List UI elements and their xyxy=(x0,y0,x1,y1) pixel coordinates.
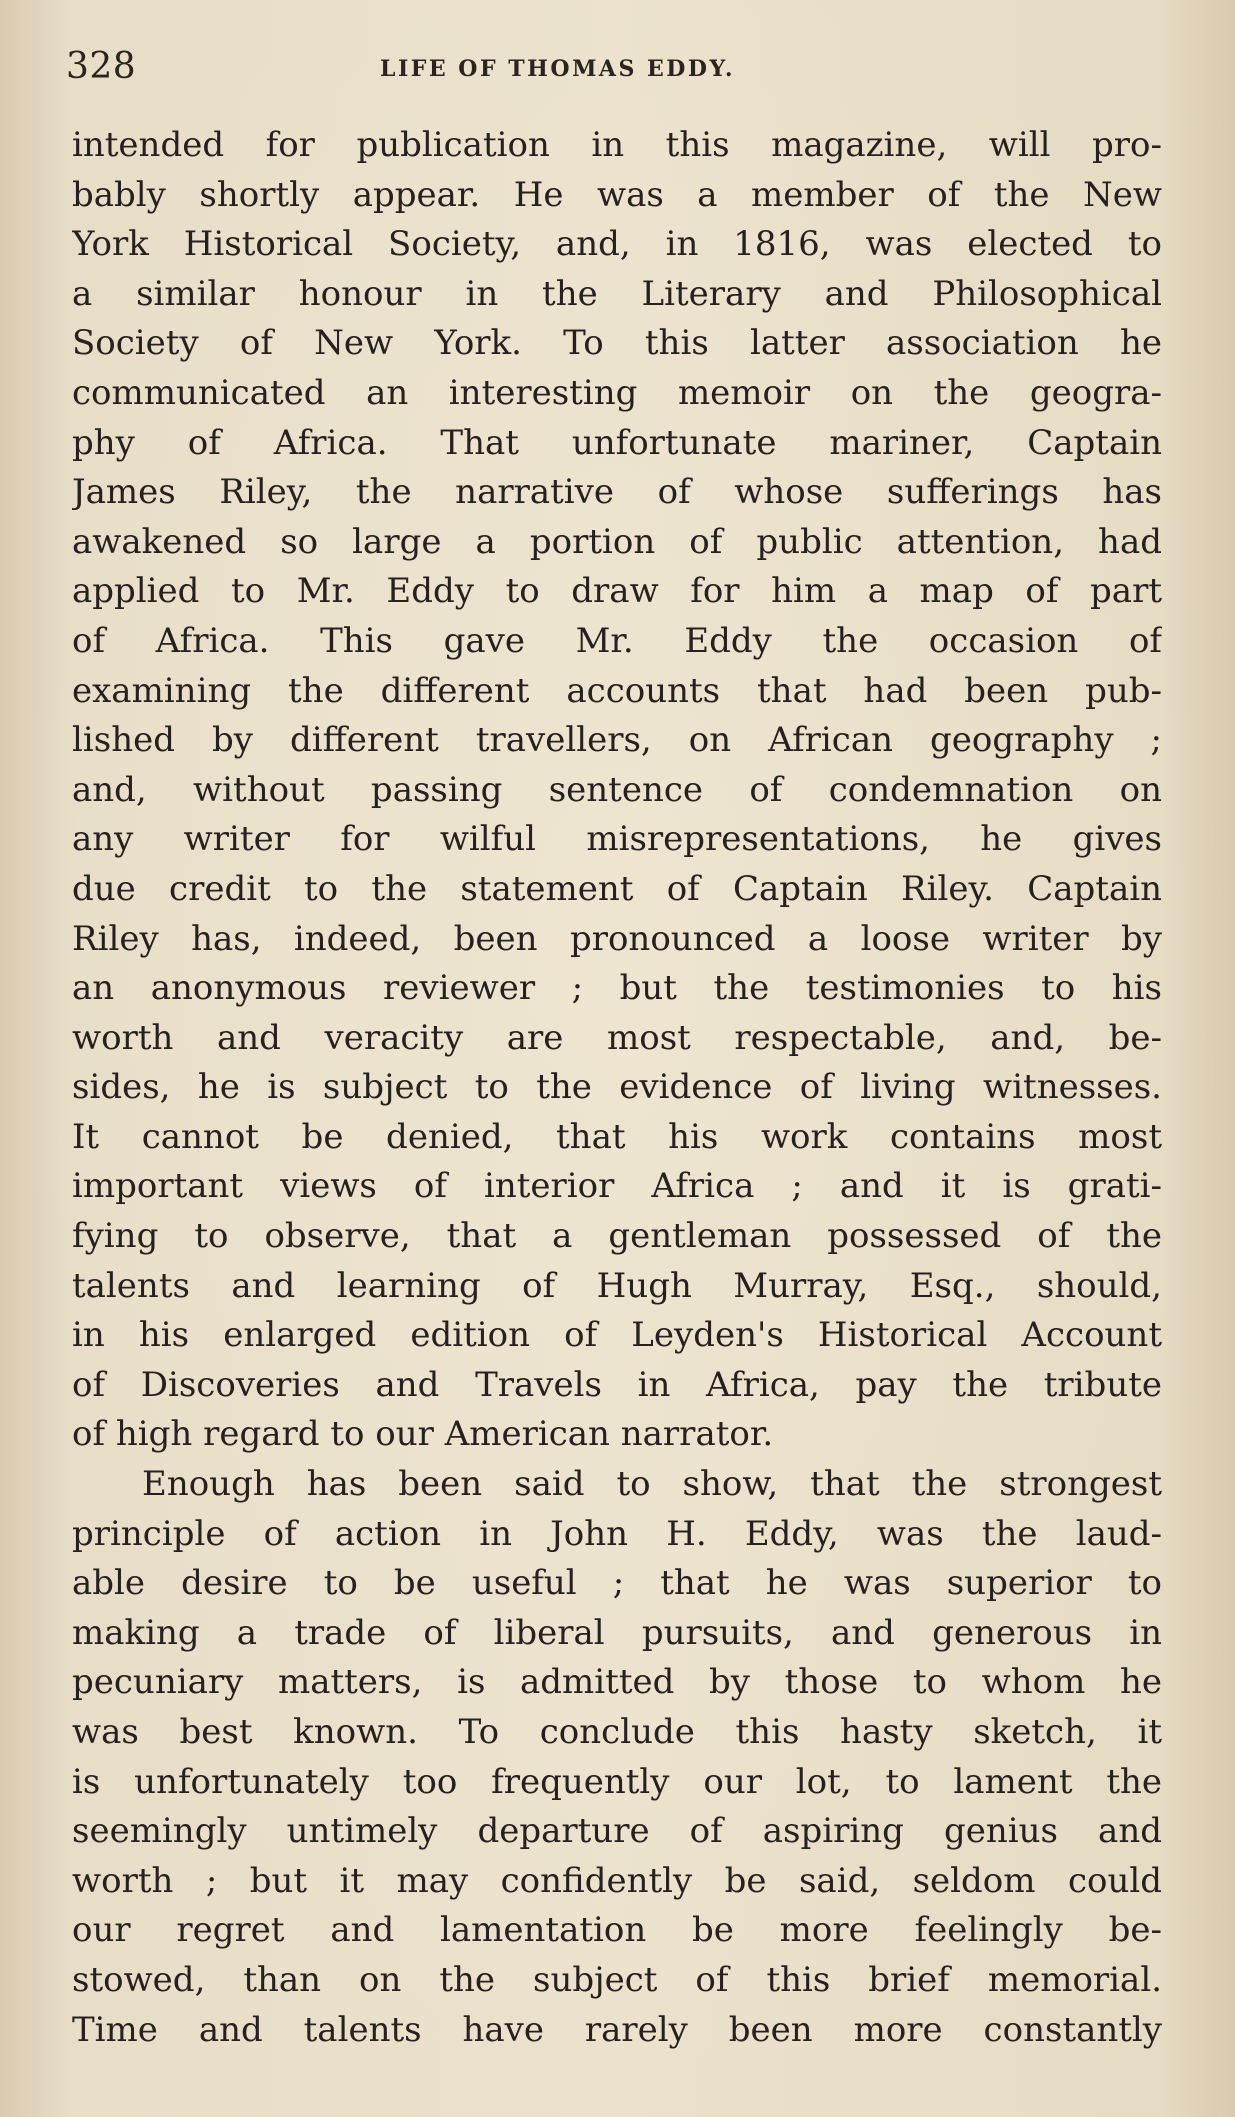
text-line: important views of interior Africa ; and it is grati- xyxy=(72,1166,1162,1207)
text-line: in his enlarged edition of Leyden's Historical Account xyxy=(72,1315,1162,1356)
text-line: making a trade of liberal pursuits, and generous in xyxy=(72,1612,1162,1653)
text-line: awakened so large a portion of public attention, had xyxy=(72,521,1162,562)
text-line: sides, he is subject to the evidence of living witnesses. xyxy=(72,1067,1162,1108)
text-line: applied to Mr. Eddy to draw for him a map of part xyxy=(72,571,1162,612)
text-line: examining the different accounts that had been pub- xyxy=(72,670,1162,711)
text-line: James Riley, the narrative of whose sufferings has xyxy=(72,472,1162,513)
text-line: was best known. To conclude this hasty sketch, it xyxy=(72,1712,1162,1752)
text-line: seemingly untimely departure of aspiring genius and xyxy=(72,1811,1162,1852)
text-line: Riley has, indeed, been pronounced a loose writer by xyxy=(72,918,1162,959)
text-line: stowed, than on the subject of this brief memorial. xyxy=(72,1959,1162,2000)
text-line: is unfortunately too frequently our lot, to lament the xyxy=(72,1761,1162,1802)
text-line: Time and talents have rarely been more constantly xyxy=(72,2009,1162,2050)
text-line: phy of Africa. That unfortunate mariner, Captain xyxy=(72,422,1162,463)
text-line: bably shortly appear. He was a member of the New xyxy=(72,174,1162,215)
text-line: lished by different travellers, on African geography ; xyxy=(72,720,1162,761)
text-line: Society of New York. To this latter association he xyxy=(72,323,1162,364)
text-line: intended for publication in this magazine, will pro- xyxy=(72,125,1162,165)
text-line: of Africa. This gave Mr. Eddy the occasion of xyxy=(72,620,1162,661)
text-line: able desire to be useful ; that he was superior to xyxy=(72,1563,1162,1604)
text-line: It cannot be denied, that his work contains most xyxy=(72,1116,1162,1157)
text-line: of high regard to our American narrator. xyxy=(72,1414,774,1455)
text-line: and, without passing sentence of condemnation on xyxy=(72,769,1162,810)
text-line: of Discoveries and Travels in Africa, pay the tribute xyxy=(72,1364,1162,1405)
paragraph-1 xyxy=(72,121,1162,1460)
text-line: an anonymous reviewer ; but the testimonies to his xyxy=(72,968,1162,1009)
text-line: worth ; but it may confidently be said, seldom could xyxy=(72,1860,1162,1901)
running-title: LIFE OF THOMAS EDDY. xyxy=(380,56,735,82)
text-line: due credit to the statement of Captain Riley. Captain xyxy=(72,868,1162,909)
page-number: 328 xyxy=(66,46,137,87)
text-line: pecuniary matters, is admitted by those to whom he xyxy=(72,1662,1162,1703)
text-line: communicated an interesting memoir on the geogra- xyxy=(72,372,1162,413)
text-line: talents and learning of Hugh Murray, Esq., should, xyxy=(72,1265,1162,1306)
body-text xyxy=(72,121,1162,2055)
text-line: York Historical Society, and, in 1816, was elected to xyxy=(72,224,1162,265)
text-line: our regret and lamentation be more feelingly be- xyxy=(72,1910,1162,1951)
text-line: fying to observe, that a gentleman possessed of the xyxy=(72,1216,1162,1257)
text-line: principle of action in John H. Eddy, was the laud- xyxy=(72,1513,1162,1554)
text-line: a similar honour in the Literary and Philosophical xyxy=(72,273,1162,314)
text-line: worth and veracity are most respectable, and, be- xyxy=(72,1017,1162,1058)
running-head xyxy=(66,46,1166,96)
text-line: Enough has been said to show, that the strongest xyxy=(142,1464,1162,1505)
paragraph-2 xyxy=(72,1460,1162,2055)
text-line: any writer for wilful misrepresentations, he gives xyxy=(72,819,1162,860)
